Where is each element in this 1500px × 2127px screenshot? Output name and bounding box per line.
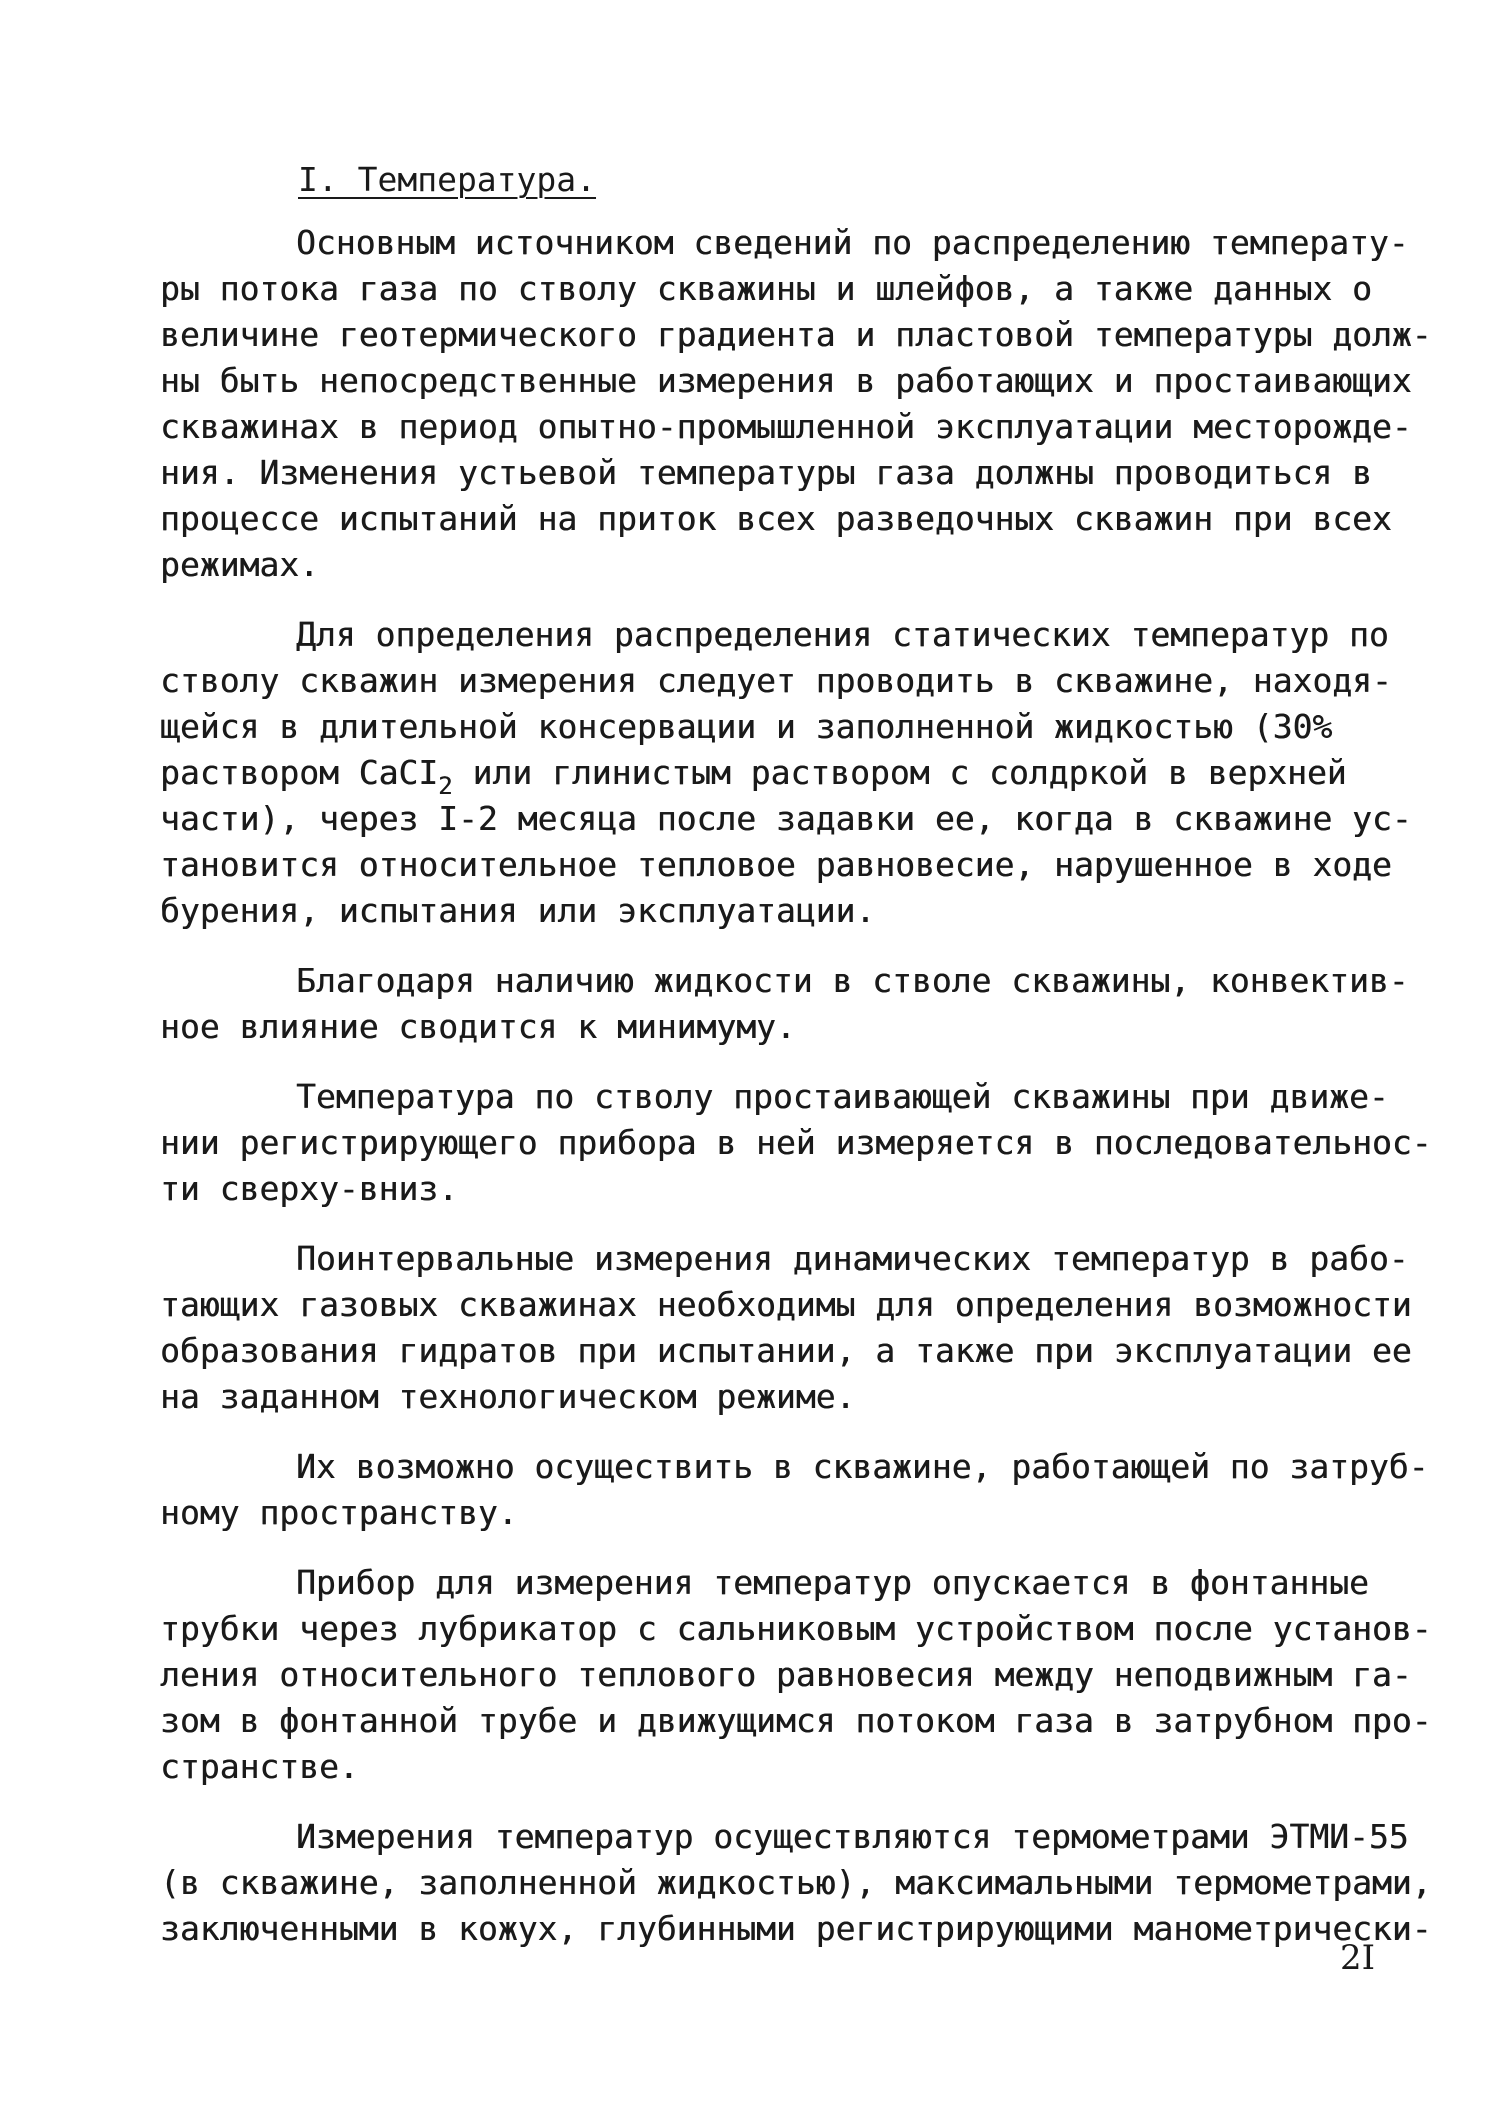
- text-line: тановится относительное тепловое равновесие, нарушенное в ходе: [160, 845, 1392, 884]
- text-line: ное влияние сводится к минимуму.: [160, 1007, 796, 1046]
- text-line: Измерения температур осуществляются термометрами ЭТМИ-55: [296, 1817, 1409, 1856]
- body-text: [160, 220, 1432, 1976]
- text-line: части), через I-2 месяца после задавки ее, когда в скважине ус-: [160, 799, 1412, 838]
- text-line: образования гидратов при испытании, а также при эксплуатации ее: [160, 1331, 1412, 1370]
- text-line: ры потока газа по стволу скважины и шлейфов, а также данных о: [160, 269, 1372, 308]
- text-line: ти сверху-вниз.: [160, 1169, 459, 1208]
- text-line: Для определения распределения статических температур по: [296, 615, 1389, 654]
- text-fragment: раствором CaCI: [160, 753, 439, 792]
- paragraph: [160, 1236, 1412, 1420]
- text-line: заключенными в кожух, глубинными регистрирующими манометрически-: [160, 1909, 1432, 1948]
- paragraph: [160, 612, 1412, 934]
- subscript: 2: [438, 772, 453, 800]
- text-line: режимах.: [160, 545, 319, 584]
- text-line: трубки через лубрикатор с сальниковым устройством после установ-: [160, 1609, 1432, 1648]
- text-line: Поинтервальные измерения динамических температур в рабо-: [296, 1239, 1409, 1278]
- paragraph: [160, 1444, 1429, 1536]
- text-line: Температура по стволу простаивающей скважины при движе-: [296, 1077, 1389, 1116]
- text-line: Прибор для измерения температур опускается в фонтанные: [296, 1563, 1369, 1602]
- text-line: Их возможно осуществить в скважине, работающей по затруб-: [296, 1447, 1429, 1486]
- text-line: (в скважине, заполненной жидкостью), максимальными термометрами,: [160, 1863, 1432, 1902]
- text-line: величине геотермического градиента и пластовой температуры долж-: [160, 315, 1432, 354]
- text-line: щейся в длительной консервации и заполненной жидкостью (30%: [160, 707, 1333, 746]
- text-line: стволу скважин измерения следует проводить в скважине, находя-: [160, 661, 1392, 700]
- text-line: ному пространству.: [160, 1493, 518, 1532]
- paragraph: [160, 1560, 1432, 1790]
- paragraph: [160, 958, 1409, 1050]
- text-line: Основным источником сведений по распределению температу-: [296, 223, 1409, 262]
- text-line: тающих газовых скважинах необходимы для определения возможности: [160, 1285, 1412, 1324]
- text-line: зом в фонтанной трубе и движущимся потоком газа в затрубном про-: [160, 1701, 1432, 1740]
- section-heading: I. Температура.: [298, 160, 597, 199]
- text-line: бурения, испытания или эксплуатации.: [160, 891, 876, 930]
- text-line: скважинах в период опытно-промышленной эксплуатации месторожде-: [160, 407, 1412, 446]
- page-number: 2I: [1340, 1938, 1376, 1978]
- text-line: ления относительного теплового равновесия между неподвижным га-: [160, 1655, 1412, 1694]
- text-line: Благодаря наличию жидкости в стволе скважины, конвектив-: [296, 961, 1409, 1000]
- paragraph: [160, 220, 1432, 588]
- text-line: ния. Изменения устьевой температуры газа должны проводиться в: [160, 453, 1372, 492]
- text-line-with-subscript: [160, 750, 1390, 800]
- text-fragment: или глинистым раствором с солдркой в верхней: [452, 753, 1347, 792]
- text-line: нии регистрирующего прибора в ней измеряется в последовательнос-: [160, 1123, 1432, 1162]
- paragraph: [160, 1074, 1432, 1212]
- paragraph: [160, 1814, 1432, 1952]
- text-line: странстве.: [160, 1747, 359, 1786]
- text-line: на заданном технологическом режиме.: [160, 1377, 856, 1416]
- text-line: процессе испытаний на приток всех разведочных скважин при всех: [160, 499, 1392, 538]
- text-line: ны быть непосредственные измерения в работающих и простаивающих: [160, 361, 1412, 400]
